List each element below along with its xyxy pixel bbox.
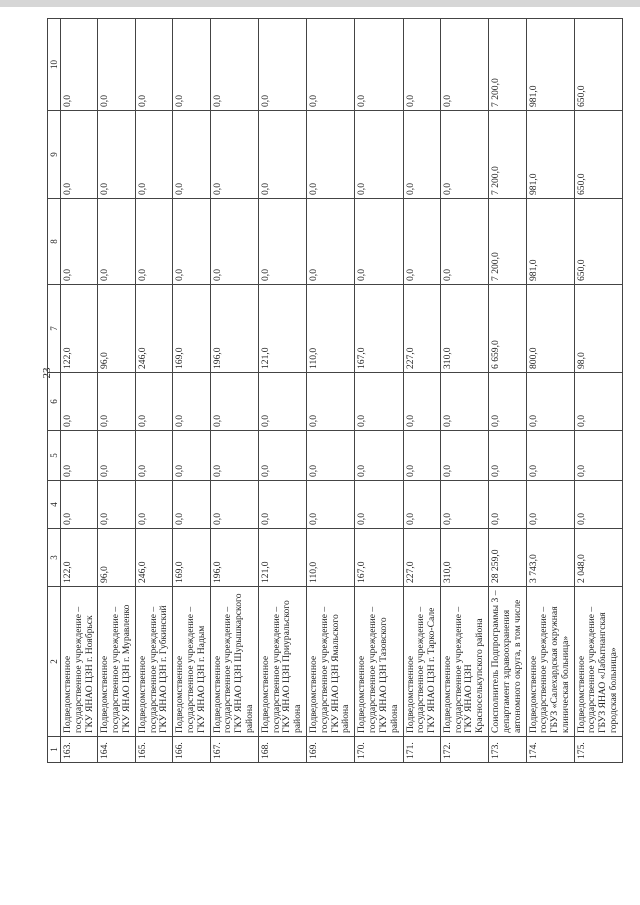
row-index-cell: 163. (61, 737, 98, 763)
value-cell: 981,0 (526, 199, 574, 285)
table-row (210, 19, 258, 763)
value-cell: 227,0 (403, 529, 440, 587)
value-cell: 0,0 (135, 199, 172, 285)
value-cell: 0,0 (61, 373, 98, 431)
value-cell: 0,0 (98, 19, 135, 111)
organization-name-cell: Подведомственное государственное учреждение – ГКУ ЯНАО ЦЗН г. Тарко-Сале (403, 587, 440, 737)
value-cell: 650,0 (574, 199, 622, 285)
value-cell: 0,0 (210, 19, 258, 111)
row-index-cell: 168. (258, 737, 306, 763)
value-cell: 0,0 (173, 431, 210, 481)
value-cell: 0,0 (403, 111, 440, 199)
organization-name-cell: Подведомственное государственное учреждение – ГКУ ЯНАО ЦЗН Приуральского района (258, 587, 306, 737)
value-cell: 0,0 (403, 19, 440, 111)
value-cell: 0,0 (440, 481, 488, 529)
value-cell: 0,0 (61, 19, 98, 111)
value-cell: 0,0 (258, 199, 306, 285)
value-cell: 96,0 (98, 529, 135, 587)
value-cell: 0,0 (98, 431, 135, 481)
value-cell: 0,0 (355, 199, 403, 285)
column-number-header: 1 (48, 737, 61, 763)
value-cell: 0,0 (61, 199, 98, 285)
scan-top-band (0, 0, 640, 7)
column-number-header: 3 (48, 529, 61, 587)
table-row (440, 19, 488, 763)
row-index-cell: 165. (135, 737, 172, 763)
value-cell: 800,0 (526, 285, 574, 373)
table-row (574, 19, 622, 763)
value-cell: 0,0 (440, 199, 488, 285)
organization-name-cell: Подведомственное государственное учреждение – ГКУ ЯНАО ЦЗН Ямальского района (307, 587, 355, 737)
table-row (355, 19, 403, 763)
value-cell: 981,0 (526, 19, 574, 111)
value-cell: 0,0 (440, 19, 488, 111)
value-cell: 0,0 (258, 19, 306, 111)
value-cell: 0,0 (440, 111, 488, 199)
value-cell: 0,0 (135, 373, 172, 431)
row-index-cell: 175. (574, 737, 622, 763)
value-cell: 0,0 (355, 373, 403, 431)
value-cell: 169,0 (173, 285, 210, 373)
row-index-cell: 169. (307, 737, 355, 763)
value-cell: 0,0 (307, 19, 355, 111)
value-cell: 0,0 (307, 199, 355, 285)
value-cell: 0,0 (526, 373, 574, 431)
table-row (526, 19, 574, 763)
value-cell: 0,0 (307, 111, 355, 199)
column-number-header: 9 (48, 111, 61, 199)
row-index-cell: 174. (526, 737, 574, 763)
column-number-header: 2 (48, 587, 61, 737)
rotated-page (47, 19, 623, 763)
value-cell: 196,0 (210, 285, 258, 373)
value-cell: 7 200,0 (489, 19, 526, 111)
value-cell: 0,0 (98, 199, 135, 285)
value-cell: 310,0 (440, 285, 488, 373)
value-cell: 227,0 (403, 285, 440, 373)
value-cell: 0,0 (210, 431, 258, 481)
organization-name-cell: Соисполнитель Подпрограммы 3 – департамент здравоохранения автономного округа, в том числе (489, 587, 526, 737)
value-cell: 0,0 (355, 111, 403, 199)
value-cell: 0,0 (574, 481, 622, 529)
table-row (258, 19, 306, 763)
value-cell: 0,0 (98, 373, 135, 431)
row-index-cell: 172. (440, 737, 488, 763)
value-cell: 110,0 (307, 529, 355, 587)
table-row (135, 19, 172, 763)
value-cell: 0,0 (210, 111, 258, 199)
value-cell: 310,0 (440, 529, 488, 587)
value-cell: 0,0 (61, 111, 98, 199)
row-index-cell: 166. (173, 737, 210, 763)
value-cell: 0,0 (98, 481, 135, 529)
organization-name-cell: Подведомственное государственное учреждение – ГКУ ЯНАО ЦЗН г. Надым (173, 587, 210, 737)
value-cell: 169,0 (173, 529, 210, 587)
value-cell: 0,0 (135, 19, 172, 111)
page-number: 23 (41, 367, 53, 379)
value-cell: 196,0 (210, 529, 258, 587)
table-row (489, 19, 526, 763)
value-cell: 0,0 (210, 373, 258, 431)
value-cell: 0,0 (135, 111, 172, 199)
column-number-header: 10 (48, 19, 61, 111)
table-row (61, 19, 98, 763)
value-cell: 7 200,0 (489, 199, 526, 285)
value-cell: 122,0 (61, 285, 98, 373)
row-index-cell: 164. (98, 737, 135, 763)
value-cell: 0,0 (355, 19, 403, 111)
value-cell: 246,0 (135, 529, 172, 587)
value-cell: 0,0 (307, 481, 355, 529)
value-cell: 167,0 (355, 285, 403, 373)
value-cell: 650,0 (574, 111, 622, 199)
value-cell: 0,0 (173, 481, 210, 529)
value-cell: 0,0 (440, 431, 488, 481)
row-index-cell: 173. (489, 737, 526, 763)
organization-name-cell: Подведомственное государственное учреждение – ГКУ ЯНАО ЦЗН г. Ноябрьск (61, 587, 98, 737)
table-row (307, 19, 355, 763)
value-cell: 0,0 (210, 199, 258, 285)
organization-name-cell: Подведомственное государственное учреждение – ГКУ ЯНАО ЦЗН Тазовского района (355, 587, 403, 737)
value-cell: 0,0 (173, 373, 210, 431)
value-cell: 0,0 (403, 199, 440, 285)
value-cell: 7 200,0 (489, 111, 526, 199)
value-cell: 0,0 (258, 111, 306, 199)
value-cell: 0,0 (526, 481, 574, 529)
header-row (48, 19, 61, 763)
value-cell: 0,0 (489, 373, 526, 431)
value-cell: 0,0 (355, 481, 403, 529)
value-cell: 96,0 (98, 285, 135, 373)
value-cell: 121,0 (258, 529, 306, 587)
budget-table (47, 18, 623, 763)
value-cell: 3 743,0 (526, 529, 574, 587)
value-cell: 0,0 (355, 431, 403, 481)
value-cell: 0,0 (61, 481, 98, 529)
document-table-container (47, 19, 623, 763)
value-cell: 0,0 (574, 431, 622, 481)
table-body (61, 19, 623, 763)
organization-name-cell: Подведомственное государственное учреждение – ГКУ ЯНАО ЦЗН г. Муравленко (98, 587, 135, 737)
value-cell: 0,0 (210, 481, 258, 529)
row-index-cell: 167. (210, 737, 258, 763)
value-cell: 6 659,0 (489, 285, 526, 373)
column-number-header: 8 (48, 199, 61, 285)
value-cell: 0,0 (489, 431, 526, 481)
value-cell: 650,0 (574, 19, 622, 111)
row-index-cell: 170. (355, 737, 403, 763)
column-number-header: 5 (48, 431, 61, 481)
value-cell: 0,0 (440, 373, 488, 431)
value-cell: 0,0 (135, 481, 172, 529)
value-cell: 0,0 (526, 431, 574, 481)
value-cell: 110,0 (307, 285, 355, 373)
value-cell: 0,0 (403, 373, 440, 431)
value-cell: 98,0 (574, 285, 622, 373)
value-cell: 122,0 (61, 529, 98, 587)
value-cell: 0,0 (258, 481, 306, 529)
value-cell: 2 048,0 (574, 529, 622, 587)
value-cell: 981,0 (526, 111, 574, 199)
value-cell: 0,0 (98, 111, 135, 199)
value-cell: 0,0 (61, 431, 98, 481)
organization-name-cell: Подведомственное государственное учреждение – ГКУ ЯНАО ЦЗН г. Губкинский (135, 587, 172, 737)
value-cell: 167,0 (355, 529, 403, 587)
value-cell: 246,0 (135, 285, 172, 373)
value-cell: 0,0 (258, 431, 306, 481)
value-cell: 0,0 (307, 431, 355, 481)
table-row (98, 19, 135, 763)
row-index-cell: 171. (403, 737, 440, 763)
table-row (173, 19, 210, 763)
value-cell: 121,0 (258, 285, 306, 373)
value-cell: 0,0 (489, 481, 526, 529)
organization-name-cell: Подведомственное государственное учреждение – ГБУЗ ЯНАО «Лабытнангская городская больница» (574, 587, 622, 737)
table-row (403, 19, 440, 763)
value-cell: 0,0 (403, 431, 440, 481)
column-number-header: 4 (48, 481, 61, 529)
organization-name-cell: Подведомственное государственное учреждение – ГКУ ЯНАО ЦЗН Шурышкарского района (210, 587, 258, 737)
organization-name-cell: Подведомственное государственное учреждение – ГКУ ЯНАО ЦЗН Красноселькупского района (440, 587, 488, 737)
organization-name-cell: Подведомственное государственное учреждение – ГБУЗ «Салехардская окружная клиническая больница» (526, 587, 574, 737)
value-cell: 0,0 (173, 199, 210, 285)
value-cell: 0,0 (135, 431, 172, 481)
column-number-header: 6 (48, 373, 61, 431)
value-cell: 0,0 (173, 19, 210, 111)
value-cell: 28 259,0 (489, 529, 526, 587)
column-number-header: 7 (48, 285, 61, 373)
value-cell: 0,0 (574, 373, 622, 431)
value-cell: 0,0 (307, 373, 355, 431)
value-cell: 0,0 (403, 481, 440, 529)
value-cell: 0,0 (258, 373, 306, 431)
value-cell: 0,0 (173, 111, 210, 199)
